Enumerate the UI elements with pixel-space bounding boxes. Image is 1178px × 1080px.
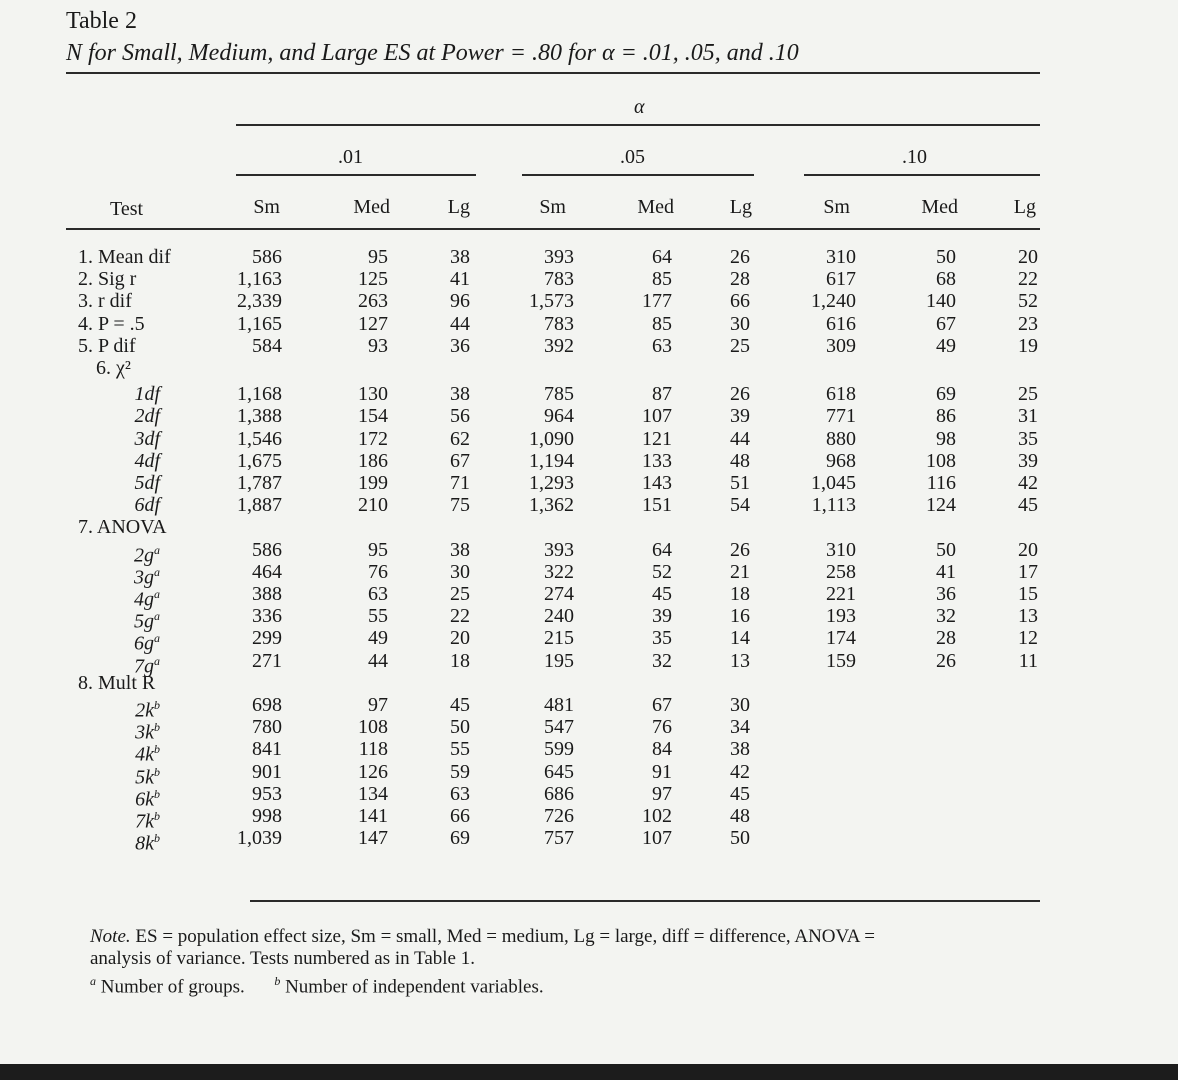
row-label-text: 1df [134, 383, 160, 406]
table-cell: 44 [450, 312, 470, 335]
table-cell: 52 [652, 560, 672, 583]
section-label: 8. Mult R [78, 671, 156, 694]
table-cell: 964 [544, 405, 574, 428]
table-cell: 172 [358, 427, 388, 450]
table-cell: 1,887 [237, 494, 282, 517]
table-cell: 481 [544, 694, 574, 716]
row-label-text: 6g [134, 633, 154, 656]
alpha-group-10: .10 [902, 146, 927, 168]
table-cell: 25 [730, 334, 750, 357]
table-cell: 726 [544, 805, 574, 827]
row-label [134, 428, 160, 450]
section-label: 6. χ² [96, 357, 131, 379]
table-cell: 25 [450, 583, 470, 605]
table-cell: 26 [730, 246, 750, 268]
table-cell: 86 [936, 405, 956, 428]
section-label: 7. ANOVA [78, 516, 167, 539]
table-cell: 28 [730, 268, 750, 291]
table-cell: 76 [368, 560, 388, 583]
table-cell: 1,163 [237, 268, 282, 291]
row-label-superscript: a [154, 587, 160, 601]
row-label-superscript: a [154, 631, 160, 646]
row-label-text: 4df [134, 449, 160, 472]
table-cell: 32 [936, 605, 956, 628]
table-cell: 388 [252, 583, 282, 605]
table-cell: 44 [730, 427, 750, 450]
table-cell: 107 [642, 405, 672, 428]
note-line-3 [90, 970, 544, 998]
table-cell: 645 [544, 760, 574, 783]
table-cell: 26 [936, 649, 956, 672]
table-cell: 1,787 [237, 472, 282, 494]
table-cell: 102 [642, 805, 672, 827]
row-label-text: 5df [134, 472, 160, 494]
table-title: N for Small, Medium, and Large ES at Power = .80 for α = .01, .05, and .10 [66, 40, 799, 66]
table-cell: 310 [826, 246, 856, 268]
row-label-text: 6k [135, 788, 154, 811]
column-header-med-1: Med [637, 196, 674, 218]
table-cell: 17 [1018, 560, 1038, 583]
table-cell: 125 [358, 268, 388, 291]
row-label-text: 3k [135, 721, 154, 744]
table-cell: 49 [936, 334, 956, 357]
row-label [78, 313, 145, 335]
row-label-superscript: a [154, 564, 160, 579]
row-label-text: 5g [134, 610, 154, 633]
table-cell: 193 [826, 605, 856, 628]
table-cell: 52 [1018, 290, 1038, 313]
table-cell: 783 [544, 268, 574, 291]
table-cell: 55 [450, 738, 470, 761]
row-label-text: 2df [134, 405, 160, 428]
table-cell: 11 [1018, 649, 1038, 672]
table-cell: 141 [358, 805, 388, 827]
table-cell: 221 [826, 583, 856, 605]
table-cell: 45 [730, 782, 750, 805]
table-cell: 1,194 [529, 449, 574, 472]
table-cell: 1,573 [529, 290, 574, 313]
table-cell: 1,675 [237, 449, 282, 472]
table-cell: 16 [730, 605, 750, 628]
table-cell: 96 [450, 290, 470, 313]
table-cell: 174 [826, 627, 856, 650]
table-cell: 39 [652, 605, 672, 628]
table-cell: 34 [730, 716, 750, 739]
header-rule [66, 228, 1040, 230]
table-cell: 953 [252, 782, 282, 805]
table-cell: 42 [1018, 472, 1038, 494]
table-cell: 2,339 [237, 290, 282, 313]
table-cell: 49 [368, 627, 388, 650]
note-line-1 [90, 926, 875, 948]
table-cell: 76 [652, 716, 672, 739]
top-rule [66, 72, 1040, 74]
table-cell: 841 [252, 738, 282, 761]
row-label [134, 383, 160, 405]
footnote-b-mark: b [274, 974, 281, 988]
table-cell: 1,388 [237, 405, 282, 428]
table-cell: 18 [450, 649, 470, 672]
table-cell: 67 [936, 312, 956, 335]
table-cell: 393 [544, 538, 574, 561]
table-cell: 28 [936, 627, 956, 650]
table-cell: 69 [936, 383, 956, 406]
row-label-superscript: a [154, 542, 160, 557]
table-cell: 93 [368, 334, 388, 357]
table-cell: 599 [544, 738, 574, 761]
table-cell: 48 [730, 805, 750, 827]
table-cell: 1,165 [237, 312, 282, 335]
column-header-med-0: Med [353, 196, 390, 218]
table-cell: 757 [544, 827, 574, 850]
table-cell: 901 [252, 760, 282, 783]
table-cell: 42 [730, 760, 750, 783]
row-label-superscript: a [154, 609, 160, 624]
row-label [134, 405, 160, 427]
table-cell: 95 [368, 538, 388, 561]
table-cell: 95 [368, 246, 388, 268]
row-label-superscript: a [154, 653, 160, 668]
alpha-group-01: .01 [338, 146, 363, 168]
table-cell: 36 [450, 334, 470, 357]
row-label-text: 1. Mean dif [78, 246, 171, 268]
table-cell: 336 [252, 605, 282, 628]
alpha-group-05: .05 [620, 146, 645, 168]
table-cell: 124 [926, 494, 956, 517]
row-label-text: 2g [134, 544, 154, 567]
table-cell: 121 [642, 427, 672, 450]
row-label-text: 7k [135, 810, 154, 833]
alpha-header: α [634, 96, 645, 118]
table-cell: 968 [826, 449, 856, 472]
row-label-text: 5. P dif [78, 334, 136, 357]
table-cell: 20 [1018, 246, 1038, 268]
table-cell: 118 [358, 738, 388, 761]
footnote-b: Number of independent variables. [285, 976, 544, 998]
column-header-sm-0: Sm [253, 196, 280, 218]
table-cell: 59 [450, 760, 470, 783]
table-cell: 35 [1018, 427, 1038, 450]
row-label-text: 4k [135, 744, 154, 767]
row-label-text: 2k [135, 699, 154, 722]
table-cell: 45 [652, 583, 672, 605]
table-cell: 19 [1018, 334, 1038, 357]
table-cell: 215 [544, 627, 574, 650]
table-cell: 880 [826, 427, 856, 450]
table-cell: 97 [368, 694, 388, 716]
table-cell: 177 [642, 290, 672, 313]
table-cell: 50 [936, 246, 956, 268]
table-cell: 1,240 [811, 290, 856, 313]
table-cell: 45 [450, 694, 470, 716]
table-cell: 617 [826, 268, 856, 291]
table-cell: 147 [358, 827, 388, 850]
column-header-lg-0: Lg [447, 196, 470, 218]
table-cell: 87 [652, 383, 672, 406]
table-cell: 15 [1018, 583, 1038, 605]
table-cell: 85 [652, 312, 672, 335]
table-cell: 64 [652, 538, 672, 561]
table-cell: 140 [926, 290, 956, 313]
row-label-text: 5k [135, 766, 154, 789]
row-label [134, 450, 160, 472]
note-line-2 [90, 948, 475, 970]
table-cell: 584 [252, 334, 282, 357]
table-cell: 48 [730, 449, 750, 472]
group-rule-10 [804, 174, 1040, 176]
table-cell: 271 [252, 649, 282, 672]
table-cell: 26 [730, 538, 750, 561]
table-cell: 1,113 [811, 494, 856, 517]
table-cell: 127 [358, 312, 388, 335]
table-cell: 116 [926, 472, 956, 494]
table-cell: 195 [544, 649, 574, 672]
table-cell: 210 [358, 494, 388, 517]
row-label-superscript: b [154, 742, 160, 757]
table-cell: 62 [450, 427, 470, 450]
table-cell: 30 [730, 694, 750, 716]
table-cell: 41 [450, 268, 470, 291]
table-cell: 41 [936, 560, 956, 583]
row-label-superscript: b [154, 698, 160, 712]
table-cell: 393 [544, 246, 574, 268]
screen-bottom-bar [0, 1064, 1178, 1080]
row-label-text: 3. r dif [78, 290, 132, 313]
table-cell: 64 [652, 246, 672, 268]
table-cell: 1,090 [529, 427, 574, 450]
table-cell: 12 [1018, 627, 1038, 650]
table-cell: 56 [450, 405, 470, 428]
row-label [78, 268, 136, 290]
table-cell: 586 [252, 246, 282, 268]
table-cell: 20 [1018, 538, 1038, 561]
column-header-lg-1: Lg [729, 196, 752, 218]
table-cell: 38 [450, 538, 470, 561]
table-cell: 55 [368, 605, 388, 628]
table-cell: 71 [450, 472, 470, 494]
row-label-superscript: b [154, 786, 160, 801]
table-cell: 84 [652, 738, 672, 761]
table-cell: 780 [252, 716, 282, 739]
footnote-a: Number of groups. [100, 976, 245, 998]
row-label [134, 494, 160, 516]
table-cell: 263 [358, 290, 388, 313]
row-label [78, 335, 136, 357]
table-cell: 771 [826, 405, 856, 428]
table-cell: 392 [544, 334, 574, 357]
table-cell: 66 [450, 805, 470, 827]
table-cell: 1,168 [237, 383, 282, 406]
table-cell: 133 [642, 449, 672, 472]
row-label-superscript: b [154, 809, 160, 823]
table-cell: 1,293 [529, 472, 574, 494]
row-label-text: 3df [134, 427, 160, 450]
table-cell: 30 [450, 560, 470, 583]
table-cell: 134 [358, 782, 388, 805]
table-cell: 31 [1018, 405, 1038, 428]
table-cell: 20 [450, 627, 470, 650]
table-cell: 25 [1018, 383, 1038, 406]
table-cell: 464 [252, 560, 282, 583]
table-cell: 126 [358, 760, 388, 783]
table-cell: 107 [642, 827, 672, 850]
table-cell: 783 [544, 312, 574, 335]
row-label [134, 472, 160, 494]
table-cell: 85 [652, 268, 672, 291]
table-cell: 36 [936, 583, 956, 605]
table-cell: 39 [1018, 449, 1038, 472]
table-cell: 240 [544, 605, 574, 628]
table-cell: 13 [1018, 605, 1038, 628]
table-cell: 38 [730, 738, 750, 761]
group-rule-01 [236, 174, 476, 176]
table-cell: 108 [358, 716, 388, 739]
column-header-sm-1: Sm [539, 196, 566, 218]
table-cell: 618 [826, 383, 856, 406]
column-header-med-2: Med [921, 196, 958, 218]
table-cell: 35 [652, 627, 672, 650]
table-cell: 130 [358, 383, 388, 406]
row-label-text: 3g [134, 566, 154, 589]
table-cell: 14 [730, 627, 750, 650]
table-cell: 39 [730, 405, 750, 428]
table-cell: 686 [544, 782, 574, 805]
table-cell: 1,362 [529, 494, 574, 517]
table-cell: 13 [730, 649, 750, 672]
row-label-text: 4. P = .5 [78, 312, 145, 335]
note-prefix: Note. [90, 926, 131, 947]
table-cell: 63 [368, 583, 388, 605]
table-cell: 26 [730, 383, 750, 406]
table-cell: 30 [730, 312, 750, 335]
footnote-a-mark: a [90, 974, 96, 988]
table-cell: 50 [936, 538, 956, 561]
table-cell: 108 [926, 449, 956, 472]
table-cell: 38 [450, 383, 470, 406]
table-cell: 698 [252, 694, 282, 716]
table-cell: 21 [730, 560, 750, 583]
table-cell: 310 [826, 538, 856, 561]
row-label-text: 4g [134, 588, 154, 611]
group-rule-05 [522, 174, 754, 176]
table-cell: 68 [936, 268, 956, 291]
column-header-lg-2: Lg [1013, 196, 1036, 218]
table-cell: 309 [826, 334, 856, 357]
table-cell: 98 [936, 427, 956, 450]
table-cell: 299 [252, 627, 282, 650]
table-cell: 66 [730, 290, 750, 313]
table-cell: 547 [544, 716, 574, 739]
table-cell: 69 [450, 827, 470, 850]
row-label-superscript: b [154, 720, 160, 735]
table-cell: 143 [642, 472, 672, 494]
table-cell: 50 [730, 827, 750, 850]
table-cell: 45 [1018, 494, 1038, 517]
table-cell: 50 [450, 716, 470, 739]
table-cell: 258 [826, 560, 856, 583]
row-label [78, 246, 171, 268]
table-cell: 91 [652, 760, 672, 783]
row-label-text: 8k [135, 832, 154, 855]
table-cell: 63 [450, 782, 470, 805]
row-label [135, 827, 160, 855]
table-cell: 97 [652, 782, 672, 805]
table-cell: 51 [730, 472, 750, 494]
column-header-sm-2: Sm [823, 196, 850, 218]
table-cell: 616 [826, 312, 856, 335]
row-label [78, 290, 132, 312]
table-cell: 18 [730, 583, 750, 605]
row-label-text: 6df [134, 494, 160, 517]
table-cell: 998 [252, 805, 282, 827]
table-cell: 586 [252, 538, 282, 561]
table-cell: 67 [450, 449, 470, 472]
table-cell: 1,039 [237, 827, 282, 850]
table-cell: 75 [450, 494, 470, 517]
table-cell: 38 [450, 246, 470, 268]
table-cell: 1,546 [237, 427, 282, 450]
table-cell: 63 [652, 334, 672, 357]
bottom-rule [250, 900, 1040, 902]
table-cell: 199 [358, 472, 388, 494]
table-cell: 154 [358, 405, 388, 428]
note-text-2: analysis of variance. Tests numbered as in Table 1. [90, 948, 475, 969]
row-label-superscript: b [154, 764, 160, 779]
table-cell: 22 [450, 605, 470, 628]
row-label-text: 7g [134, 655, 154, 678]
table-cell: 274 [544, 583, 574, 605]
table-cell: 67 [652, 694, 672, 716]
table-cell: 1,045 [811, 472, 856, 494]
test-header: Test [110, 198, 144, 220]
table-cell: 32 [652, 649, 672, 672]
row-label-superscript: b [154, 831, 160, 846]
table-cell: 186 [358, 449, 388, 472]
note-text-1: ES = population effect size, Sm = small, Med = medium, Lg = large, diff = difference, ANOVA = [135, 926, 875, 947]
row-label-text: 2. Sig r [78, 268, 137, 291]
alpha-rule [236, 124, 1040, 126]
table-cell: 159 [826, 649, 856, 672]
table-cell: 322 [544, 560, 574, 583]
table-cell: 23 [1018, 312, 1038, 335]
table-cell: 54 [730, 494, 750, 517]
table-cell: 22 [1018, 268, 1038, 291]
table-cell: 151 [642, 494, 672, 517]
table-label: Table 2 [66, 8, 137, 34]
table-cell: 44 [368, 649, 388, 672]
table-cell: 785 [544, 383, 574, 406]
